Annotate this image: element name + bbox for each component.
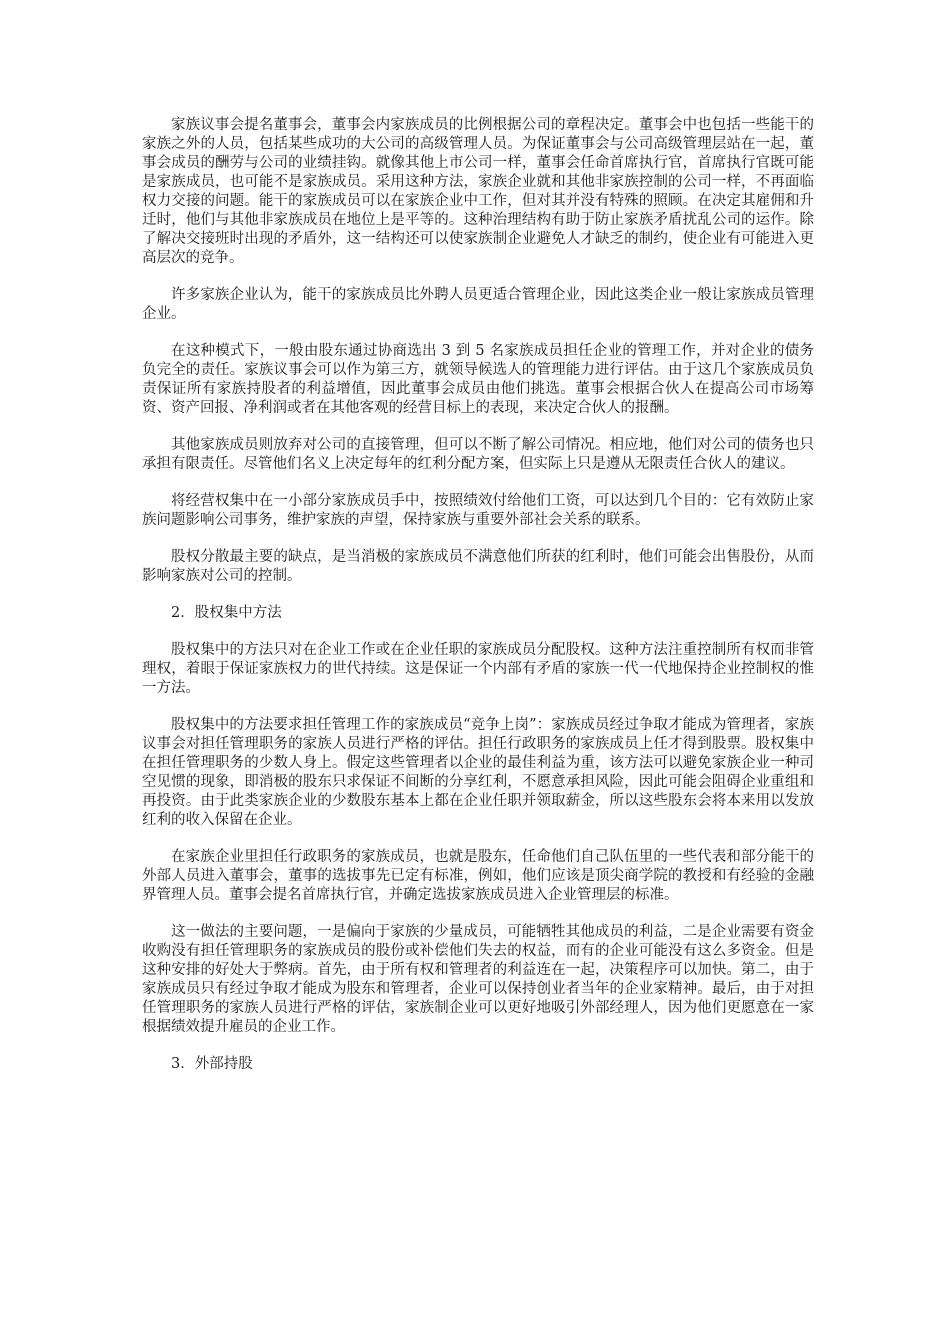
paragraph: 将经营权集中在一小部分家族成员手中，按照绩效付给他们工资，可以达到几个目的：它有效防止家族问题影响公司事务，维护家族的声望，保持家族与重要外部社会关系的联系。 [142, 493, 814, 528]
paragraph: 家族议事会提名董事会，董事会内家族成员的比例根据公司的章程决定。董事会中也包括一些能干的家族之外的人员，包括某些成功的大公司的高级管理人员。为保证董事会与公司高级管理层站在一起，董事会成员的酬劳与公司的业绩挂钩。就像其他上市公司一样，董事会任命首席执行官，首席执行官既可能是家族成员，也可能不是家族成员。采用这种方法，家族企业就和其他非家族控制的公司一样，不再面临权力交接的问题。能干的家族成员可以在家族企业中工作，但对其并没有特殊的照顾。在决定其雇佣和升迁时，他们与其他非家族成员在地位上是平等的。这种治理结构有助于防止家族矛盾扰乱公司的运作。除了解决交接班时出现的矛盾外，这一结构还可以使家族制企业避免人才缺乏的制约，使企业有可能进入更高层次的竞争。 [142, 117, 814, 266]
paragraph: 在这种模式下，一般由股东通过协商选出 3 到 5 名家族成员担任企业的管理工作，并对企业的债务负完全的责任。家族议事会可以作为第三方，就领导候选人的管理能力进行评估。由于这几个家族成员负责保证所有家族持股者的利益增值，因此董事会成员由他们挑选。董事会根据合伙人在提高公司市场筹资、资产回报、净利润或者在其他客观的经营目标上的表现，来决定合伙人的报酬。 [142, 343, 814, 416]
section-heading: 2．股权集中方法 [171, 605, 282, 621]
paragraph: 股权分散最主要的缺点，是当消极的家族成员不满意他们所获的红利时，他们可能会出售股份，从而影响家族对公司的控制。 [142, 549, 814, 584]
paragraph: 股权集中的方法要求担任管理工作的家族成员“竞争上岗”：家族成员经过争取才能成为管理者，家族议事会对担任管理职务的家族人员进行严格的评估。担任行政职务的家族成员上任才得到股票。股权集中在担任管理职务的少数人身上。假定这些管理者以企业的最佳利益为重，该方法可以避免家族企业一种司空见惯的现象，即消极的股东只求保证不间断的分享红利，不愿意承担风险，因此可能会阻碍企业重组和再投资。由于此类家族企业的少数股东基本上都在企业任职并领取薪金，所以这些股东会将本来用以发放红利的收入保留在企业。 [142, 717, 814, 828]
paragraph: 其他家族成员则放弃对公司的直接管理，但可以不断了解公司情况。相应地，他们对公司的债务也只承担有限责任。尽管他们名义上决定每年的红利分配方案，但实际上只是遵从无限责任合伙人的建议。 [142, 437, 814, 472]
section-heading: 3．外部持股 [171, 1056, 253, 1072]
paragraph: 这一做法的主要问题，一是偏向于家族的少量成员，可能牺牲其他成员的利益，二是企业需要有资金收购没有担任管理职务的家族成员的股份或补偿他们失去的权益，而有的企业可能没有这么多资金。但是这种安排的好处大于弊病。首先，由于所有权和管理者的利益连在一起，决策程序可以加快。第二，由于家族成员只有经过争取才能成为股东和管理者，企业可以保持创业者当年的企业家精神。最后，由于对担任管理职务的家族人员进行严格的评估，家族制企业可以更好地吸引外部经理人，因为他们更愿意在一家根据绩效提升雇员的企业工作。 [142, 924, 814, 1035]
paragraph: 在家族企业里担任行政职务的家族成员，也就是股东，任命他们自己队伍里的一些代表和部分能干的外部人员进入董事会，董事的选拔事先已定有标准，例如，他们应该是顶尖商学院的教授和有经验的金融界管理人员。董事会提名首席执行官，并确定选拔家族成员进入企业管理层的标准。 [142, 849, 814, 903]
paragraph: 股权集中的方法只对在企业工作或在企业任职的家族成员分配股权。这种方法注重控制所有权而非管理权，着眼于保证家族权力的世代持续。这是保证一个内部有矛盾的家族一代一代地保持企业控制权的惟一方法。 [142, 642, 814, 696]
paragraph: 许多家族企业认为，能干的家族成员比外聘人员更适合管理企业，因此这类企业一般让家族成员管理企业。 [142, 287, 814, 322]
document-page [142, 116, 814, 1092]
